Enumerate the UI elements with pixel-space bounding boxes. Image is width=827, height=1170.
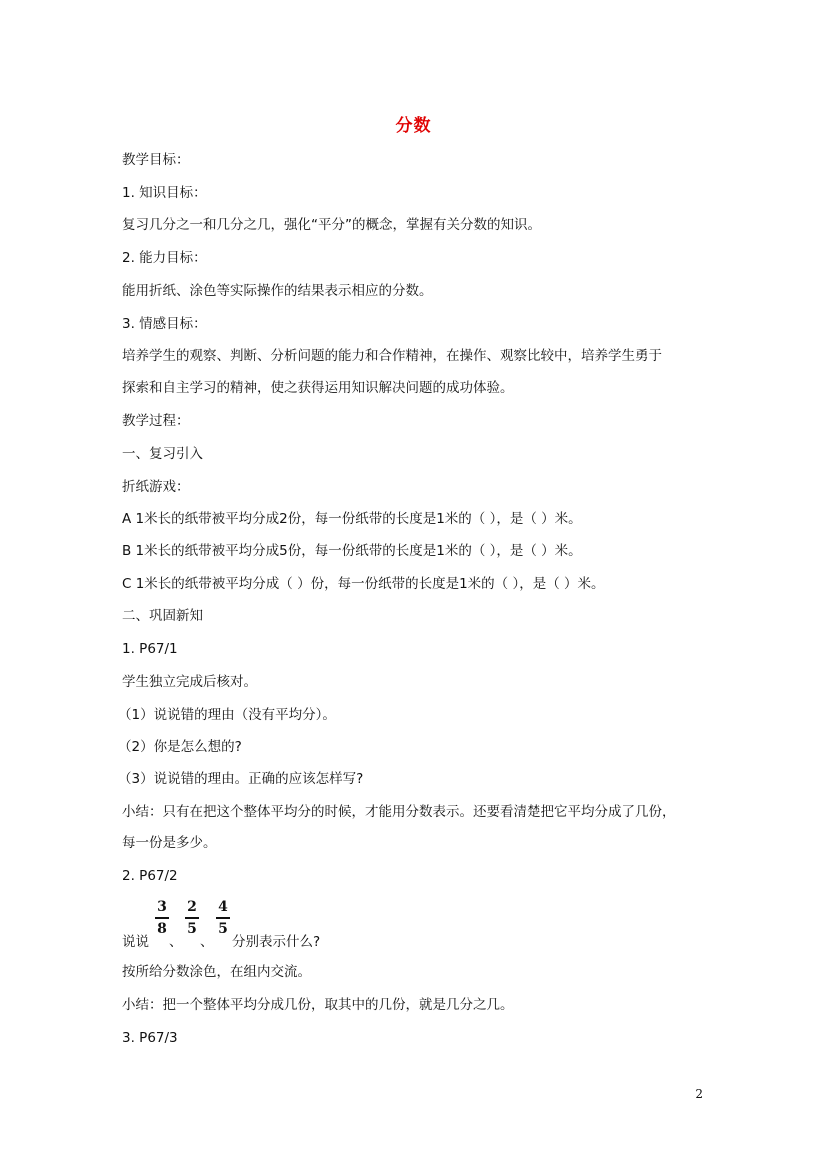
goal-1-text: 复习几分之一和几分之几，强化“平分”的概念，掌握有关分数的知识。 xyxy=(122,217,541,233)
separator: 、 xyxy=(200,934,214,950)
fraction-question-lead: 说说 xyxy=(122,934,149,950)
summary-1-line1: 小结：只有在把这个整体平均分的时候，才能用分数表示。还要看清楚把它平均分成了几份， xyxy=(122,804,676,820)
item-2-ref: 2. P67/2 xyxy=(122,868,178,884)
fraction-numerator: 2 xyxy=(187,899,197,915)
page-title: 分数 xyxy=(395,116,432,136)
fraction-3-8 xyxy=(155,900,169,936)
fraction-bar xyxy=(216,917,230,919)
fraction-4-5 xyxy=(216,900,230,936)
item-1-instruction: 学生独立完成后核对。 xyxy=(122,674,257,690)
coloring-instruction: 按所给分数涂色，在组内交流。 xyxy=(122,964,311,980)
exercise-c: C 1米长的纸带被平均分成（ ）份，每一份纸带的长度是1米的（ ），是（ ）米。 xyxy=(122,576,605,592)
exercise-b: B 1米长的纸带被平均分成5份，每一份纸带的长度是1米的（ ），是（ ）米。 xyxy=(122,543,582,559)
goal-3-heading: 3. 情感目标： xyxy=(122,316,207,332)
item-1-q3: （3）说说错的理由。正确的应该怎样写? xyxy=(118,771,364,787)
summary-2: 小结：把一个整体平均分成几份，取其中的几份，就是几分之几。 xyxy=(122,997,514,1013)
section-heading-goals: 教学目标： xyxy=(122,152,190,168)
fraction-numerator: 4 xyxy=(218,899,228,915)
fraction-question-tail: 分别表示什么? xyxy=(232,934,321,950)
item-1-q1: （1）说说错的理由（没有平均分）。 xyxy=(118,707,336,723)
fraction-denominator: 5 xyxy=(218,920,228,937)
goal-2-text: 能用折纸、涂色等实际操作的结果表示相应的分数。 xyxy=(122,283,433,299)
item-1-ref: 1. P67/1 xyxy=(122,641,178,657)
page-number: 2 xyxy=(695,1087,703,1101)
fraction-denominator: 8 xyxy=(157,920,167,937)
fraction-denominator: 5 xyxy=(187,920,197,937)
goal-3-text-line1: 培养学生的观察、判断、分析问题的能力和合作精神，在操作、观察比较中，培养学生勇于 xyxy=(122,348,662,364)
step-1-heading: 一、复习引入 xyxy=(122,446,203,462)
fraction-numerator: 3 xyxy=(157,899,167,915)
goal-3-text-line2: 探索和自主学习的精神，使之获得运用知识解决问题的成功体验。 xyxy=(122,380,514,396)
fraction-bar xyxy=(185,917,199,919)
exercise-a: A 1米长的纸带被平均分成2份，每一份纸带的长度是1米的（ ），是（ ）米。 xyxy=(122,511,582,527)
goal-1-heading: 1. 知识目标： xyxy=(122,185,207,201)
separator: 、 xyxy=(169,934,183,950)
step-2-heading: 二、巩固新知 xyxy=(122,608,203,624)
folding-game-label: 折纸游戏： xyxy=(122,479,190,495)
summary-1-line2: 每一份是多少。 xyxy=(122,835,217,851)
section-heading-process: 教学过程： xyxy=(122,413,190,429)
item-3-ref: 3. P67/3 xyxy=(122,1030,178,1046)
fraction-2-5 xyxy=(185,900,199,936)
goal-2-heading: 2. 能力目标： xyxy=(122,250,207,266)
item-1-q2: （2）你是怎么想的? xyxy=(118,739,242,755)
fraction-bar xyxy=(155,917,169,919)
